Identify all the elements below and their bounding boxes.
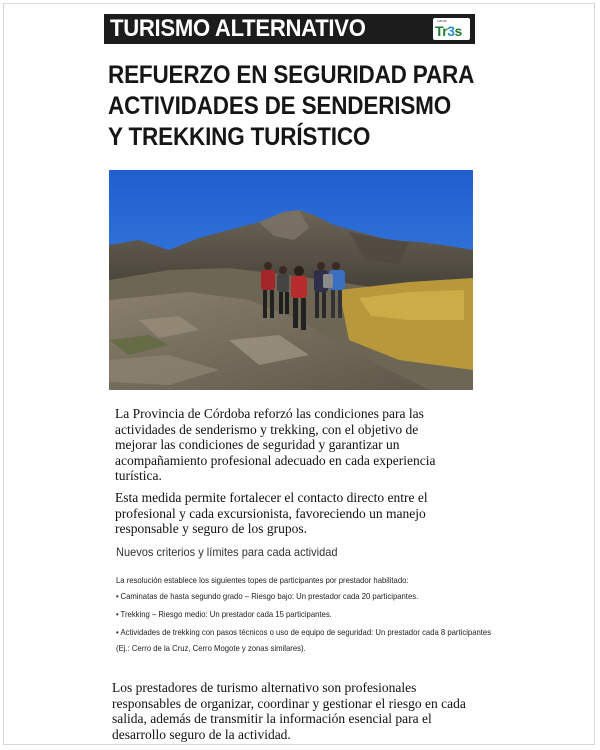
headline-line-3: Y TREKKING TURÍSTICO xyxy=(108,123,371,151)
criteria-list xyxy=(116,591,524,645)
headline-line-1: REFUERZO EN SEGURIDAD PARA xyxy=(108,61,475,89)
section-title: TURISMO ALTERNATIVO xyxy=(110,15,366,42)
criteria-item: • Caminatas de hasta segundo grado – Riesgo bajo: Un prestador cada 20 participantes. xyxy=(116,591,491,601)
brand-logo-caption: canal xyxy=(437,18,447,23)
logo-part-start: Tr xyxy=(435,23,448,39)
hero-photo-hikers-mountain xyxy=(109,170,473,390)
body-paragraph-1: La Provincia de Córdoba reforzó las condiciones para las actividades de senderismo y trekking, con el objetivo de mejorar las condiciones de seguridad y garantizar un acompañamiento profesional adecuado en cada experiencia turística. xyxy=(115,406,436,484)
body-paragraph-3: Los prestadores de turismo alternativo son profesionales responsables de organizar, coordinar y gestionar el riesgo en cada salida, además de transmitir la información esencial para el desarrollo seguro de la actividad. xyxy=(112,680,466,742)
criteria-intro: La resolución establece los siguientes topes de participantes por prestador habilitado: xyxy=(116,575,409,585)
headline-line-2: ACTIVIDADES DE SENDERISMO xyxy=(108,92,452,120)
criteria-example: (Ej.: Cerro de la Cruz, Cerro Mogote y zonas similares). xyxy=(116,643,306,653)
body-paragraph-2: Esta medida permite fortalecer el contacto directo entre el profesional y cada excursionista, favoreciendo un manejo responsable y seguro de los grupos. xyxy=(115,490,428,537)
criteria-item: • Trekking – Riesgo medio: Un prestador cada 15 participantes. xyxy=(116,609,491,619)
criteria-item: • Actividades de trekking con pasos técnicos o uso de equipo de seguridad: Un prestador cada 8 participantes xyxy=(116,627,491,637)
headline xyxy=(108,60,475,153)
logo-part-end: s xyxy=(454,23,462,39)
section-banner xyxy=(104,14,475,44)
criteria-heading: Nuevos criterios y límites para cada actividad xyxy=(116,545,338,559)
brand-logo-wordmark xyxy=(435,23,462,39)
brand-logo xyxy=(433,18,470,40)
logo-part-number: 3 xyxy=(447,23,455,39)
